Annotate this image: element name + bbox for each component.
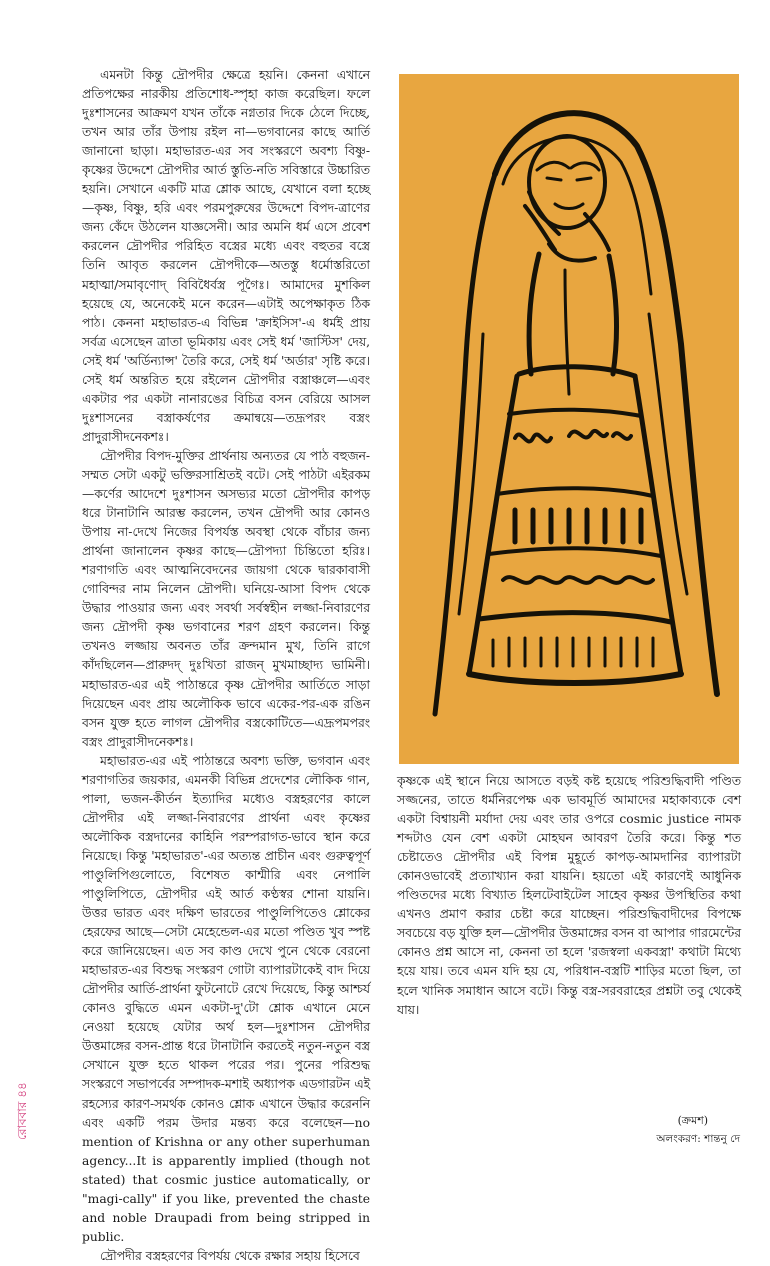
paragraph: মহাভারত-এর এই পাঠান্তরে অবশ্য ভক্তি, ভগবান এবং শরণাগতির জয়কার, এমনকী বিভিন্ন প্রদেশের লৌকিক গান, পালা, ভজন-কীর্তন ইত্যাদির মধ্যেও বস্ত্রহরণের কালে দ্রৌপদীর এই লজ্জা-নিবারণের প্রার্থনা এবং কৃষ্ণের অলৌকিক বস্ত্রদানের কাহিনি পরম্পরাগত-ভাবে স্থান করে নিয়েছে। কিন্তু 'মহাভারত'-এর অত্যন্ত প্রাচীন এবং গুরুত্বপূর্ণ পাণ্ডুলিপিগুলোতে, বিশেষত কাশ্মীরি এবং নেপালি পাণ্ডুলিপিতে, দ্রৌপদীর এই আর্ত কণ্ঠস্বর শোনা যায়নি। উত্তর ভারত এবং দক্ষিণ ভারতের পাণ্ডুলিপিতেও শ্লোকের হেরফের আছে—সেটা মেহেন্ডেল-এর মতো পণ্ডিত খুব স্পষ্ট করে জানিয়েছেন। এত সব কাণ্ড দেখে পুনে থেকে বেরনো মহাভারত-এর বিশুদ্ধ সংস্করণ গোটা ব্যাপারটাকেই বাদ দিয়ে দ্রৌপদীর আর্তি-প্রার্থনা ফুটনোটে রেখে দিয়েছে, কিন্তু আশ্চর্য কোনও বুদ্ধিতে এমন একটা-দু'টো শ্লোক এখানে মেনে নেওয়া হয়েছে যেটার অর্থ হল—দুঃশাসন দ্রৌপদীর উত্তমাঙ্গের বসন-প্রান্ত ধরে টানাটানি করতেই নতুন-নতুন বস্ত্র সেখানে যুক্ত হতে থাকল পরের পর। পুনের পরিশুদ্ধ সংস্করণে সভাপর্বের সম্পাদক-মশাই অধ্যাপক এডগারটন এই রহস্যের কারণ-সমর্থক কোনও শ্লোক এখানে উদ্ধার করেননি এবং একটি পরম উদার মন্তব্য করে বলেছেন—no mention of Krishna or any other superhuman agency...It is apparently implied (though not stated) that cosmic justice automatically, or "magi-cally" if you like, prevented the chaste and noble Draupadi from being stripped in public. <box>82 753 370 1244</box>
paragraph: দ্রৌপদীর বিপদ-মুক্তির প্রার্থনায় অন্যতর যে পাঠ বহুজন-সম্মত সেটা একটু ভক্তিরসাশ্রিতই বটে। সেই পাঠটা এইরকম—কর্ণের আদেশে দুঃশাসন অসভ্যর মতো দ্রৌপদীর কাপড় ধরে টানাটানি আরম্ভ করলেন, তখন দ্রৌপদী আর কোনও উপায় না-দেখে নিজের বিপর্যস্ত অবস্থা থেকে বাঁচার জন্য প্রার্থনা জানালেন কৃষ্ণর কাছে—দ্রৌপদ্যা চিন্তিতো হরিঃ। শরণাগতি এবং আত্মনিবেদনের জায়গা থেকে দ্বারকাবাসী গোবিন্দর নাম নিলেন দ্রৌপদী। ঘনিয়ে-আসা বিপদ থেকে উদ্ধার পাওয়ার জন্য এবং সবর্থা সর্বস্বহীন লজ্জা-নিবারণের জন্য দ্রৌপদী কৃষ্ণ ভগবানের শরণ গ্রহণ করলেন। কিন্তু তখনও লজ্জায় অবনত তাঁর ক্রন্দমান মুখ, তিনি রাগে কাঁদছিলেন—প্রারুদদ্ দুঃখিতা রাজন্ মুখমাচ্ছাদ্য ভামিনী। মহাভারত-এর এই পাঠান্তরে কৃষ্ণ দ্রৌপদীর আর্তিতে সাড়া দিয়েছেন এবং প্রায় অলৌকিক ভাবে একের-পর-এক রঙিন বসন যুক্ত হতে লাগল দ্রৌপদীর বস্ত্রকোটিতে—এদ্রূপমপরং বস্ত্রং প্রাদুরাসীদনেকশঃ। <box>82 448 370 749</box>
page-number: ৪৪ <box>15 1082 29 1098</box>
to-be-continued-note: (ক্রমশ) <box>677 1114 708 1127</box>
ink-drawing <box>399 74 739 764</box>
paragraph: কৃষ্ণকে এই স্থানে নিয়ে আসতে বড়ই কষ্ট হয়েছে পরিশুদ্ধিবাদী পণ্ডিত সজ্জনের, তাতে ধর্মনিরপেক্ষ এক ভাবমূর্তি আমাদের মহাকাব্যকে বেশ একটা বিশ্বায়নী মর্যাদা দেয় এবং তার ওপরে cosmic justice নামক শব্দটাও যেন বেশ একটা মোহঘন আবরণ তৈরি করে। কিন্তু শত চেষ্টাতেও দ্রৌপদীর এই বিপন্ন মুহূর্তে কাপড়-আমদানির ব্যাপারটা কোনওভাবেই প্রত্যাখ্যান করা যায়নি। হয়তো এই কারণেই আধুনিক পণ্ডিতদের মধ্যে বিখ্যাত হিলটেবাইটেল সাহেব কৃষ্ণর উপস্থিতির কথা এখনও প্রমাণ করার চেষ্টা করে যাচ্ছেন। পরিশুদ্ধিবাদীদের বিপক্ষে সবচেয়ে বড় যুক্তি হল—দ্রৌপদীর উত্তমাঙ্গের বসন বা আপার গারমেন্টের কোনও প্রশ্ন আসে না, কেননা তা হলে 'রজস্বলা একবস্ত্রা' কথাটা মিথ্যে হয়ে যায়। তবে এমন যদি হয় যে, পরিধান-বস্ত্রটি শাড়ির মতো ছিল, তা হলে খানিক সমাধান আসে বটে। কিন্তু বস্ত্র-সরবরাহের প্রশ্নটা তবু থেকেই যায়। <box>397 774 741 1017</box>
illustration-draupadi <box>399 74 739 764</box>
article-right-column <box>397 772 741 1020</box>
paragraph: এমনটা কিন্তু দ্রৌপদীর ক্ষেত্রে হয়নি। কেননা এখানে প্রতিপক্ষের নারকীয় প্রতিশোধ-স্পৃহা কাজ করেছিল। ফলে দুঃশাসনের আক্রমণ যখন তাঁকে নগ্নতার দিকে ঠেলে দিচ্ছে, তখন আর তাঁর উপায় রইল না—ভগবানের কাছে আর্তি জানানো ছাড়া। মহাভারত-এর সব সংস্করণে অবশ্য বিষ্ণু-কৃষ্ণের উদ্দেশে দ্রৌপদীর আর্ত স্তুতি-নতি সবিস্তারে উচ্চারিত হয়নি। সেখানে একটি মাত্র শ্লোক আছে, যেখানে বলা হচ্ছে—কৃষ্ণ, বিষ্ণু, হরি এবং পরমপুরুষের উদ্দেশে বিপদ-ত্রাণের জন্য কেঁদে উঠলেন যাজ্ঞসেনী। আর অমনি ধর্ম এসে প্রবেশ করলেন দ্রৌপদীর পরিহিত বস্ত্রের মধ্যে এবং বহুতর বস্ত্রে তিনি আবৃত করলেন দ্রৌপদীকে—অতস্তু ধর্মোস্তরিতো মহাত্মা/সমাবৃণোদ্ বিবিধৈর্বস্ত্র পূগৈঃ। আমাদের মুশকিল হয়েছে যে, অনেকেই মনে করেন—এটাই অপেক্ষাকৃত ঠিক পাঠ। কেননা মহাভারত-এ বিভিন্ন 'ক্রাইসিস'-এ ধর্মই প্রায় সর্বত্র এসেছেন ত্রাতা ভূমিকায় এবং সেই ধর্ম 'জাস্টিস' দেয়, সেই ধর্ম 'অর্ডিন্যান্স' তৈরি করে, সেই ধর্ম 'অর্ডার' সৃষ্টি করে। সেই ধর্ম অন্তরিত হয়ে রইলেন দ্রৌপদীর বস্ত্রাঞ্চলে—এবং একটার পর একটা নানারঙের বিচিত্র বসন বেরিয়ে আসল দুঃশাসনের বস্ত্রাকর্ষণের ক্রমান্বয়ে—তদ্রূপরং বস্ত্রং প্রাদুরাসীদনেকশঃ। <box>82 68 370 444</box>
illustration-credit: অলংকরণ: শান্তনু দে <box>656 1133 740 1145</box>
page-footer <box>14 1020 30 1140</box>
magazine-name: রোববার <box>15 1101 29 1140</box>
paragraph: দ্রৌপদীর বস্ত্রহরণের বিপর্যয় থেকে রক্ষার সহায় হিসেবে <box>100 1248 360 1263</box>
article-left-column <box>82 66 370 1263</box>
